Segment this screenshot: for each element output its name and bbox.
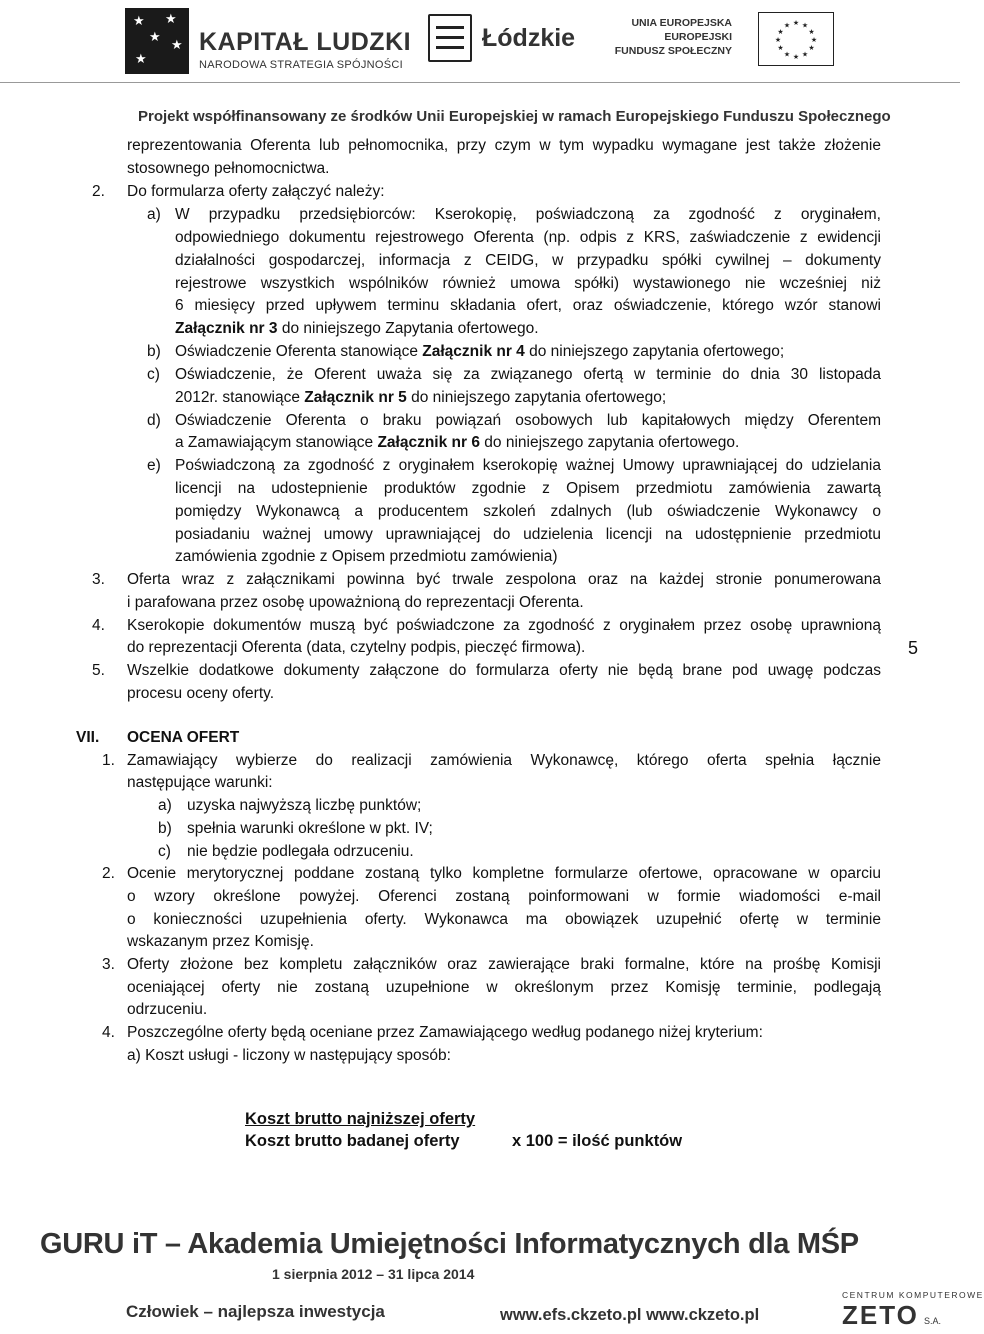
text-line: uzyska najwyższą liczbę punktów; <box>187 797 422 814</box>
svg-text:★: ★ <box>801 50 809 59</box>
text-line: zamówienia zgodnie z Opisem przedmiotu zamówienia) <box>175 548 558 565</box>
formula-multiplier: x 100 = ilość punktów <box>512 1132 683 1150</box>
text-line: Poszczególne oferty będą oceniane przez Zamawiającego według podanego niżej kryterium: <box>127 1024 763 1041</box>
text-line: do reprezentacji Oferenta (data, czytelny podpis, pieczęć firmowa). <box>127 639 586 656</box>
text-line: odrzuceniu. <box>127 1001 208 1018</box>
footer-date: 1 sierpnia 2012 – 31 lipca 2014 <box>272 1266 475 1282</box>
text-line: Wszelkie dodatkowe dokumenty załączone do formularza oferty nie będą brane pod uwagę podczas <box>127 662 881 679</box>
attachment-ref: Załącznik nr 5 <box>304 389 407 406</box>
svg-text:★: ★ <box>777 44 784 52</box>
text-line: 6 miesięcy przed upływem terminu składania ofert, oraz oświadczenie, którego wzór stanowi <box>175 297 881 314</box>
text-line: odpowiedniego dokumentu rejestrowego Oferenta (np. odpis z KRS, zaświadczenie z ewidencji <box>175 229 881 246</box>
svg-text:★: ★ <box>792 53 800 61</box>
text-line: i parafowana przez osobę upoważnioną do reprezentacji Oferenta. <box>127 594 584 611</box>
eu-line-3: FUNDUSZ SPOŁECZNY <box>614 45 732 57</box>
list-number: 4. <box>102 1024 115 1041</box>
text-line <box>175 318 539 341</box>
list-number: 3. <box>92 571 105 588</box>
list-number: 4. <box>92 617 105 634</box>
text-line: pomiędzy Wykonawcą a producentem szkoleń zdalnych (lub oświadczenie Wykonawcy o <box>175 503 881 520</box>
kapital-ludzki-title: KAPITAŁ LUDZKI <box>199 28 412 56</box>
text-line: Ocenie merytorycznej poddane zostaną tylko kompletne formularze ofertowe, opracowane w oparciu <box>127 865 881 882</box>
project-caption: Projekt współfinansowany ze środków Unii Europejskiej w ramach Europejskiego Funduszu Społecznego <box>138 108 891 125</box>
list-letter: a) <box>147 206 161 223</box>
text-span: a Zamawiającym stanowiące <box>175 434 378 451</box>
text-line: licencji na udostepnienie produktów zgodnie z Opisem przedmiotu zamówienia zawartą <box>175 480 881 497</box>
kapital-ludzki-mark-icon: ★ ★ ★ ★ ★ <box>125 8 189 74</box>
eu-line-2: EUROPEJSKI <box>664 31 732 43</box>
list-number: 2. <box>102 865 115 882</box>
text-line <box>175 432 739 455</box>
eu-logo-text <box>615 16 732 58</box>
text-line: następujące warunki: <box>127 774 273 791</box>
text-line: Do formularza oferty załączyć należy: <box>127 183 385 200</box>
svg-text:★: ★ <box>810 36 818 44</box>
text-line: rejestrowe wszystkich wspólników również umowa spółki) wystawionego nie wcześniej niż <box>175 275 881 292</box>
text-line: Oświadczenie, że Oferent uważa się za związanego ofertą w terminie do dnia 30 listopada <box>175 366 881 383</box>
eu-logo <box>614 12 840 72</box>
page-header <box>0 0 960 100</box>
formula-denominator: Koszt brutto badanej oferty <box>245 1132 460 1150</box>
text-line: Kserokopie dokumentów muszą być poświadczone za zgodność z oryginałem przez osobę uprawnioną <box>127 617 881 634</box>
text-span: 2012r. stanowiące <box>175 389 305 406</box>
zeto-caption: CENTRUM KOMPUTEROWE <box>842 1290 984 1300</box>
text-line: działalności gospodarczej, informacja z CEIDG, w przypadku spółki cywilnej – dokumenty <box>175 252 881 269</box>
text-line: stosownego pełnomocnictwa. <box>127 160 330 177</box>
list-letter: e) <box>147 457 161 474</box>
svg-text:★: ★ <box>808 28 815 36</box>
text-line: Oferty złożone bez kompletu załączników oraz zawierające braki formalne, które na prośbę Komisji <box>127 956 881 973</box>
section-title: OCENA OFERT <box>127 729 240 746</box>
text-line: spełnia warunki określone w pkt. IV; <box>187 820 433 837</box>
list-letter: d) <box>147 412 161 429</box>
text-span: do niniejszego zapytania ofertowego; <box>406 389 667 406</box>
list-letter: a) <box>158 797 172 814</box>
section-number: VII. <box>76 729 100 746</box>
attachment-ref: Załącznik nr 3 <box>175 320 278 337</box>
svg-text:★: ★ <box>792 19 800 27</box>
text-line: o konieczności uzupełnienia oferty. Wykonawca ma obowiązek uzupełnić ofertę w terminie <box>127 911 881 928</box>
text-span: do niniejszego Zapytania ofertowego. <box>277 320 539 337</box>
svg-text:★: ★ <box>777 28 784 36</box>
text-line: wskazanym przez Komisję. <box>127 933 314 950</box>
text-line: oceniającej oferty nie zostaną uzupełnione w określonym przez Komisję terminie, podlegają <box>127 979 881 996</box>
text-span: do niniejszego zapytania ofertowego; <box>524 343 785 360</box>
text-line: a) Koszt usługi - liczony w następujący sposób: <box>127 1047 451 1064</box>
text-line: Oświadczenie Oferenta o braku powiązań osobowych lub kapitałowych między Oferentem <box>175 412 881 429</box>
zeto-suffix: S.A. <box>924 1316 942 1326</box>
attachment-ref: Załącznik nr 6 <box>377 434 480 451</box>
lodzkie-crest-icon <box>428 14 472 62</box>
page-number: 5 <box>908 638 919 658</box>
zeto-logo <box>842 1290 984 1330</box>
svg-text:★: ★ <box>808 44 815 52</box>
eu-line-1: UNIA EUROPEJSKA <box>631 17 732 29</box>
list-letter: c) <box>147 366 160 383</box>
list-number: 1. <box>102 752 115 769</box>
list-number: 5. <box>92 662 105 679</box>
text-span: Oświadczenie Oferenta stanowiące <box>175 343 423 360</box>
lodzkie-name: Łódzkie <box>482 24 576 52</box>
kapital-ludzki-subtitle: NARODOWA STRATEGIA SPÓJNOŚCI <box>199 59 403 71</box>
text-line: Poświadczoną za zgodność z oryginałem kserokopię ważnej Umowy uprawniającej do udzielania <box>175 457 881 474</box>
list-number: 2. <box>92 183 105 200</box>
list-letter: c) <box>158 843 171 860</box>
kapital-ludzki-logo <box>125 8 412 78</box>
eu-flag-icon <box>758 12 834 66</box>
svg-text:★: ★ <box>774 36 782 44</box>
text-span: do niniejszego zapytania ofertowego. <box>479 434 740 451</box>
svg-text:★: ★ <box>801 21 809 30</box>
svg-text:★: ★ <box>783 50 791 59</box>
header-divider <box>0 82 960 83</box>
text-line: reprezentowania Oferenta lub pełnomocnika, przy czym w tym wypadku wymagane jest także złożenie <box>127 137 881 154</box>
text-line: Oferta wraz z załącznikami powinna być trwale zespolona oraz na każdej stronie ponumerowana <box>127 571 881 588</box>
formula-numerator: Koszt brutto najniższej oferty <box>245 1110 476 1128</box>
list-letter: b) <box>147 343 161 360</box>
footer-project-title: GURU iT – Akademia Umiejętności Informatycznych dla MŚP <box>40 1228 859 1260</box>
zeto-wordmark: ZETO <box>842 1300 919 1330</box>
footer-urls: www.efs.ckzeto.pl www.ckzeto.pl <box>500 1306 760 1324</box>
text-line: procesu oceny oferty. <box>127 685 275 702</box>
svg-text:★: ★ <box>783 21 791 30</box>
text-line: Zamawiający wybierze do realizacji zamówienia Wykonawcę, którego oferta spełnia łącznie <box>127 752 881 769</box>
text-line <box>175 341 784 364</box>
attachment-ref: Załącznik nr 4 <box>422 343 525 360</box>
list-number: 3. <box>102 956 115 973</box>
list-letter: b) <box>158 820 172 837</box>
footer-slogan: Człowiek – najlepsza inwestycja <box>126 1302 385 1321</box>
text-line: o wzory określone powyżej. Oferenci zostaną poinformowani w formie wiadomości e-mail <box>127 888 881 905</box>
text-line: posiadaniu ważnej umowy uprawniającej do udzielenia licencji na udostępnienie przedmiotu <box>175 526 881 543</box>
lodzkie-logo <box>428 14 588 64</box>
text-line: W przypadku przedsiębiorców: Kserokopię, poświadczoną za zgodność z oryginałem, <box>175 206 881 223</box>
text-line: nie będzie podlegała odrzuceniu. <box>187 843 414 860</box>
text-line <box>175 387 666 410</box>
